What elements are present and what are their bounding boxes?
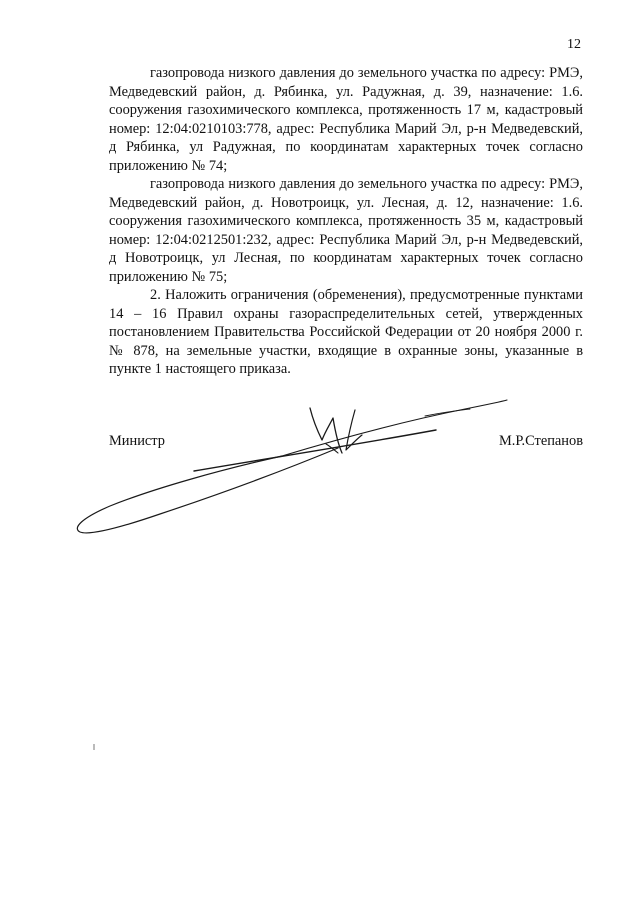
paragraph-gas-pipeline-novotroitsk: газопровода низкого давления до земельного участка по адресу: РМЭ, Медведевский район, д. Новотроицк, ул. Лесная, д. 12, назначение: 1.6. сооружения газохимического комплекса, протяженность 35 м, кадастровый номер: 12:04:0212501:232, адрес: Республика Марий Эл, р-н Медведевский, д Новотроицк, ул Лесная, по координатам характерных точек согласно приложению № 75; — [109, 176, 583, 285]
document-body — [109, 64, 583, 379]
signer-name: М.Р.Степанов — [498, 433, 583, 449]
signer-title: Министр — [109, 433, 165, 449]
page-number: 12 — [567, 37, 581, 52]
handwritten-signature — [70, 390, 540, 550]
paragraph-impose-restrictions: 2. Наложить ограничения (обременения), предусмотренные пунктами 14 – 16 Правил охраны газораспределительных сетей, утвержденных постановлением Правительства Российской Федерации от 20 ноября 2000 г. № 878, на земельные участки, входящие в охранные зоны, указанные в пункте 1 настоящего приказа. — [109, 287, 583, 377]
scan-mark — [93, 744, 95, 750]
paragraph-gas-pipeline-ryabinka: газопровода низкого давления до земельного участка по адресу: РМЭ, Медведевский район, д. Рябинка, ул. Радужная, д. 39, назначение: 1.6. сооружения газохимического комплекса, протяженность 17 м, кадастровый номер: 12:04:0210103:778, адрес: Республика Марий Эл, р-н Медведевский, д Рябинка, ул Радужная, по координатам характерных точек согласно приложению № 74; — [109, 65, 583, 174]
